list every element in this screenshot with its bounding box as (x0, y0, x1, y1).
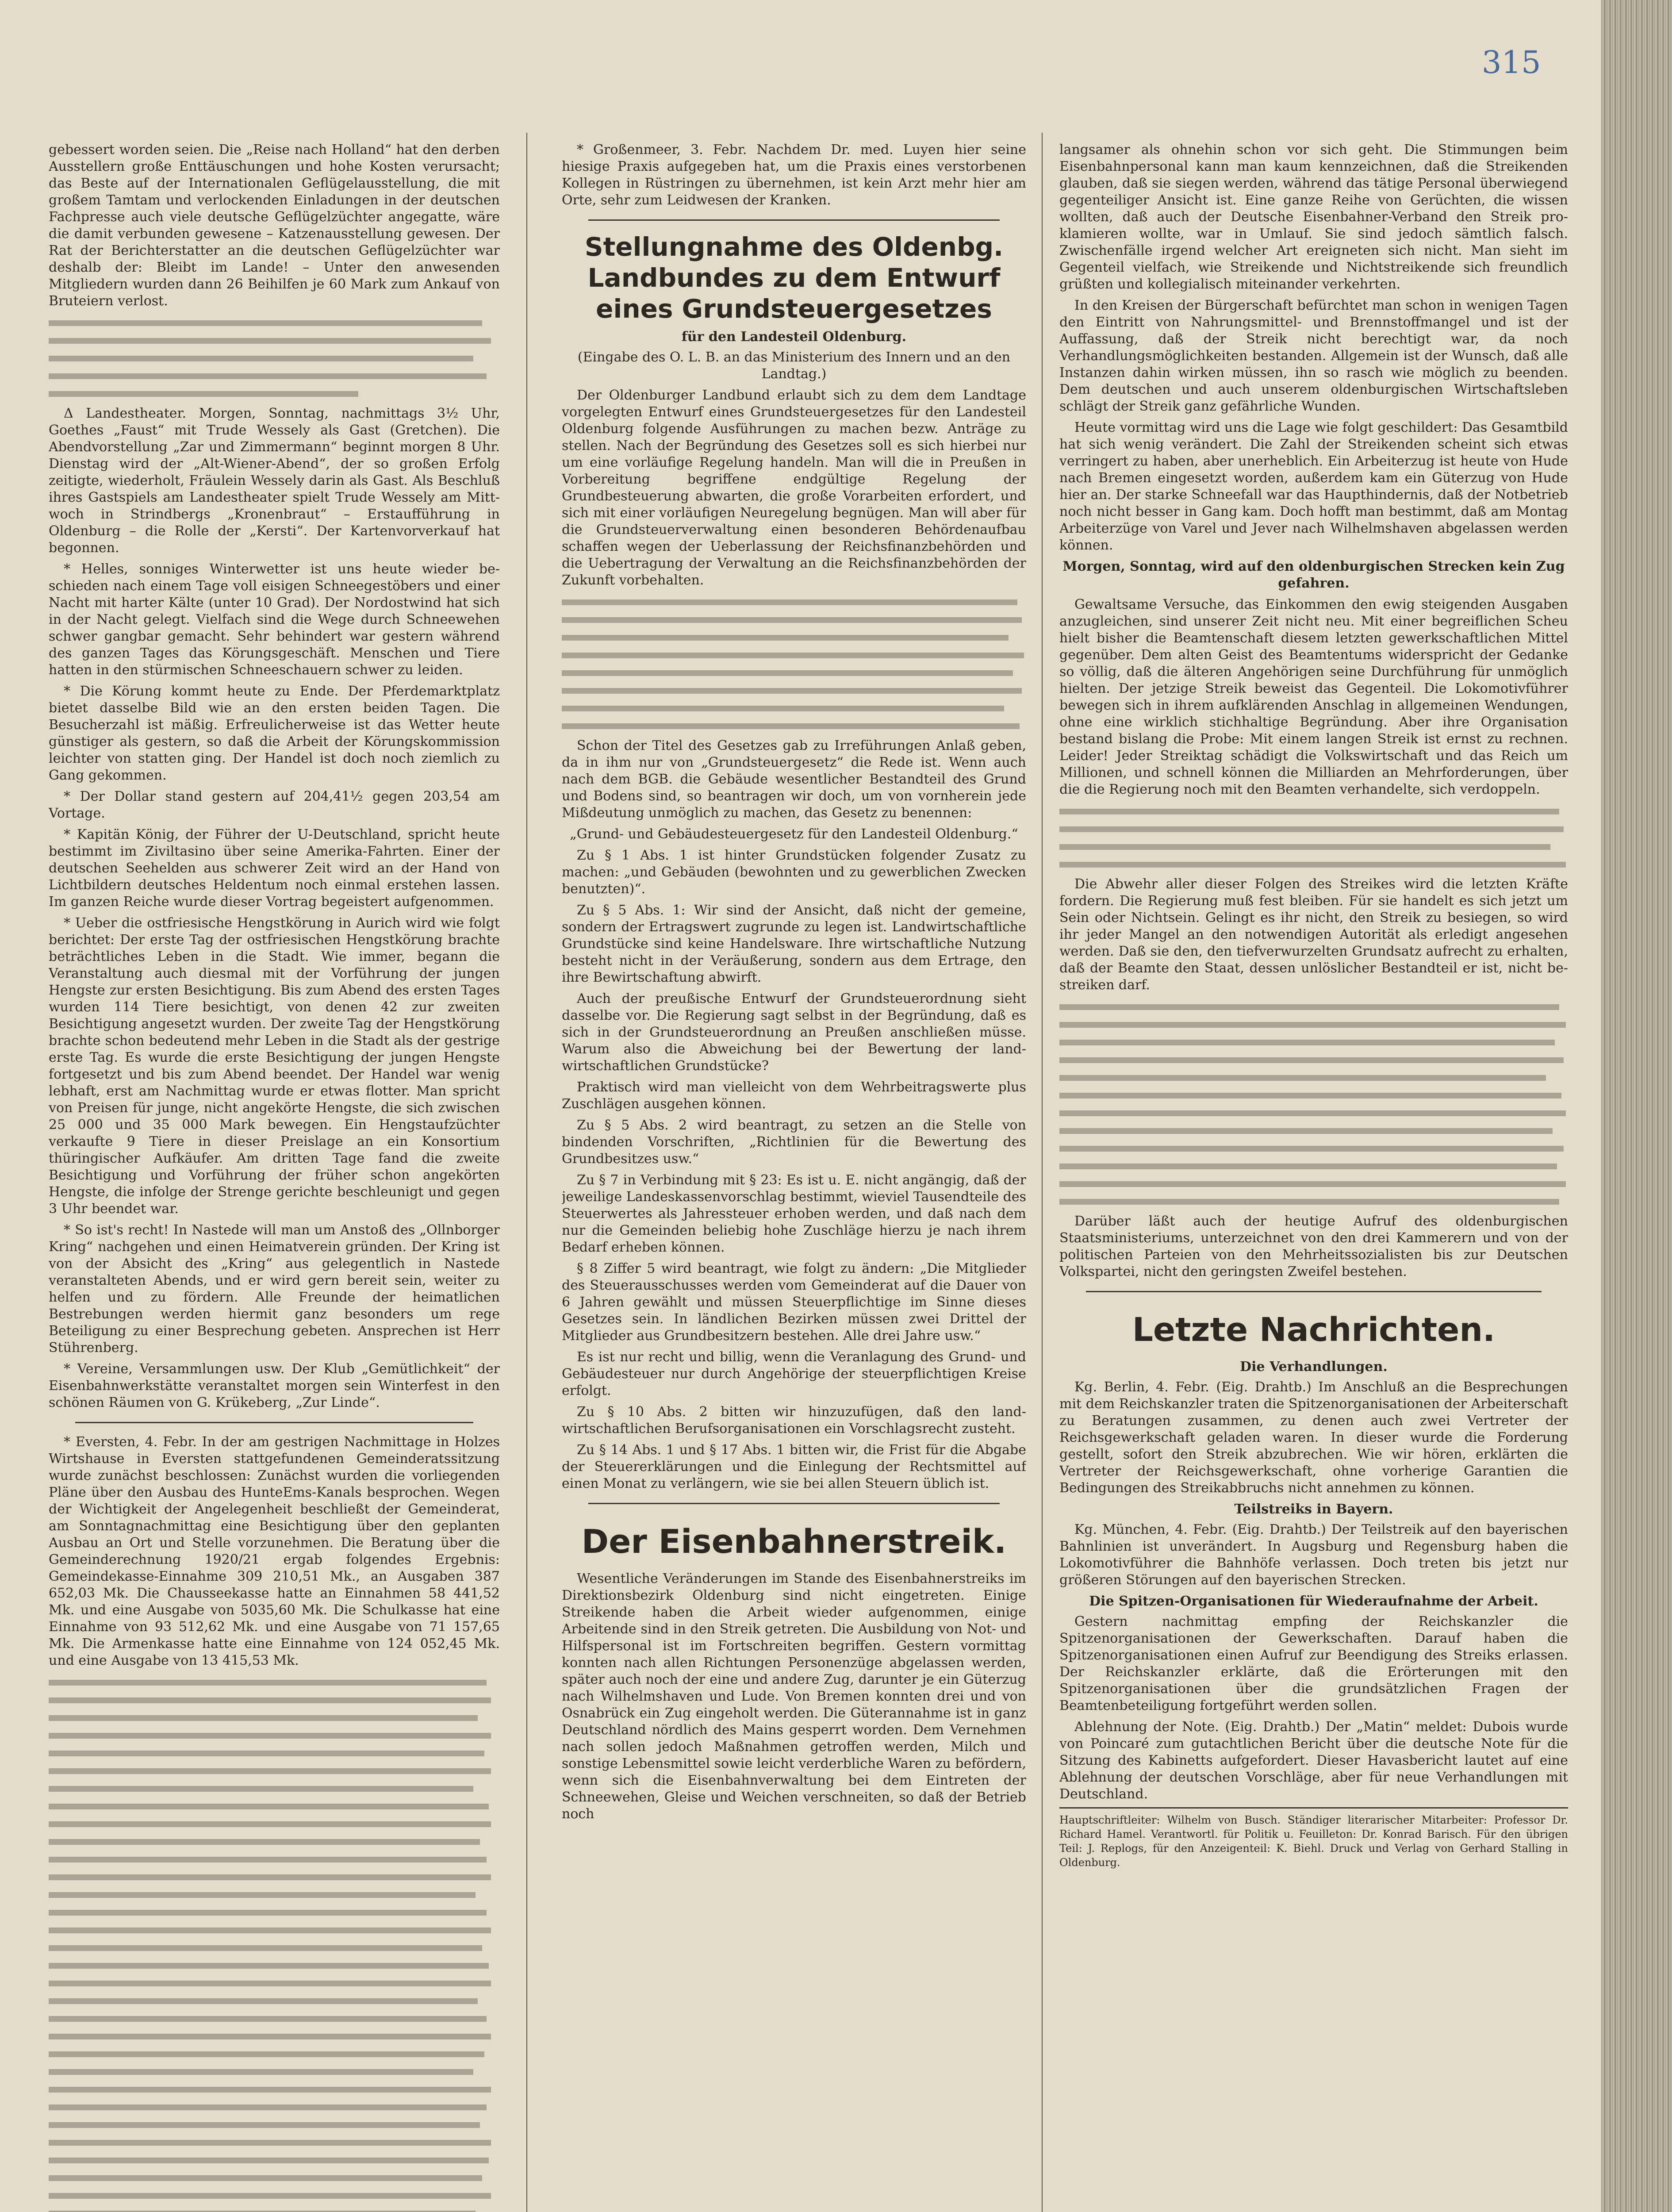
article-text: Der Oldenburger Landbund erlaubt sich zu dem dem Landtage vorgelegten Entwurf eines Grundsteuergesetzes für den Landesteil Oldenburg folgende Ausführungen zu machen bezw. Anträge zu stellen. Nach der Begründung des Gesetzes soll es sich hierbei nur um eine vorläufige Regelung handeln. Man will die in Preußen in Vorbereitung begriffene endgültige Regelung der Grundbesteuerung abwarten, die große Vorarbeiten erfordert, und sich mit einer vorläufigen Neuregelung begnügen. Man will aber für die Grundsteuerverwaltung einen besonderen Behördenaufbau schaffen wegen der Ueberlassung der Reichsfinanzbehörden und die Uebertragung der Verwaltung an die Reichsfinanzbehörden der Zukunft vorbehalten. (562, 388, 1026, 588)
article-text: Zu § 7 in Verbindung mit § 23: Es ist u. E. nicht angängig, daß der jeweilige Landeskassenvorschlag bestimmt, wieviel Tausendteile des Steuerwertes als Jahressteuer erhoben werden, und daß nach dem nur die Gemeinden beliebig hohe Zuschläge hierzu je nach ihrem Bedarf erheben können. (562, 1172, 1026, 1255)
article-winter: * Helles, sonniges Winterwetter ist uns heute wieder beschieden nach einem Tage voll eisigen Schneegestöbers und einer Nacht mit harter Kälte (unter 10 Grad). Der Nordostwind hat sich in der Nacht gelegt. Vielfach sind die Wege durch Schneewehen schwer gangbar gemacht. Sehr behindert war gestern während des ganzen Tages das Körungsgeschäft. Menschen und Tiere hatten in den stürmischen Schneeschauern schwer zu leiden. (49, 561, 500, 678)
section-title: Teilstreiks in Bayern. (1234, 1502, 1393, 1517)
article-text: Praktisch wird man vielleicht von dem Wehrbeitragswerte plus Zuschlägen ausgehen können. (562, 1079, 1026, 1112)
article-text: Zu § 10 Abs. 2 bitten wir hinzuzufügen, daß den landwirtschaftlichen Berufsorganisationen ein Vorschlagsrecht zusteht. (562, 1404, 1026, 1436)
article-text: Kg. München, 4. Febr. (Eig. Drahtb.) Der Teilstreik auf den bayerischen Bahnlinien ist unverändert. In Augsburg und Regensburg haben die Lokomotivführer die Bahnhöfe verlassen. Doch treten bis jetzt nur größeren Störungen auf den bayerischen Strecken. (1059, 1522, 1568, 1588)
article-text: Die Abwehr aller dieser Folgen des Streikes wird die letzten Kräfte fordern. Die Regierung muß fest bleiben. Für sie handelt es sich jetzt um Sein oder Nichtsein. Gelingt es ihr nicht, den Streik zu besiegen, so wird ihr jeder Mangel an den notwendigen Autorität als erledigt angesehen werden. Daß sie den, den tiefverwurzelten Grundsatz aufrecht zu erhalten, daß der Beamte den Staat, dessen unlöslicher Bestandteil er ist, nicht bestreiken darf. (1059, 876, 1568, 993)
article-koenig: * Kapitän König, der Führer der U-Deutschland, spricht heute bestimmt im Ziviltasino über seine Amerika-Fahrten. Einer der deutschen Seehelden aus schwerer Zeit wird an der Hand von Lichtbildern deutsches Heldentum noch einmal erstehen lassen. Im ganzen Reiche wurde dieser Vortrag begeistert aufgenommen. (49, 827, 500, 910)
column-rule (1042, 133, 1043, 2212)
article-text: Heute vormittag wird uns die Lage wie folgt geschildert: Das Gesamtbild hat sich wenig verändert. Die Zahl der Streikenden scheint sich etwas verringert zu haben, aber unerheblich. Ein Arbeiterzug ist heute von Hude nach Bremen eingesetzt worden, außerdem kam ein Güterzug von Hude hier an. Der starke Schneefall war das Haupthindernis, daß der Notbetrieb noch nicht besser in Gang kam. Doch hofft man bestimmt, daß am Montag Arbeiterzüge von Varel und Jever nach Wilhelmshaven abgelassen werden können. (1059, 420, 1568, 553)
article-text: Wesentliche Veränderungen im Stande des Eisenbahnerstreiks im Direktionsbezirk Oldenburg sind nicht eingetreten. Einige Streikende haben die Arbeit wieder aufgenommen, einige Arbeitende sind in den Streik getreten. Die Ausbildung von Not- und Hilfspersonal ist im Fortschreiten begriffen. Gestern vormittag konnten nach allen Richtungen Personenzüge abgelassen werden, später auch noch der eine und andere Zug, darunter je ein Güterzug nach Wilhelmshaven und Lude. Von Bremen konnten drei und von Osnabrück ein Zug eingeholt werden. Die Güterannahme ist in ganz Deutschland nördlich des Mains gesperrt worden. Dem Vernehmen nach sollen jedoch Maßnahmen getroffen werden, Milch und sonstige Lebensmittel sowie leicht verderbliche Waren zu befördern, wenn sich die Eisenbahnverwaltung bei dem Eintreten der Schneewehen, Gleise und Weichen verschneiten, so daß der Betrieb noch (562, 1571, 1026, 1822)
article-theater: Δ Landestheater. Morgen, Sonntag, nachmittags 3½ Uhr, Goethes „Faust“ mit Trude Wessely als Gast (Gretchen). Die Abendvorstellung „Zar und Zimmermann“ beginnt morgen 8 Uhr. Dienstag wird der „Alt-Wiener-Abend“, der so großen Erfolg zeitigte, wiederholt, Fräulein Wessely darin als Gast. Als Beschluß ihres Gastspiels am Landestheater spielt Trude Wessely am Mittwoch in Strindbergs „Kronenbraut“ – Erstaufführung in Oldenburg – die Rolle der „Kersti“. Der Kartenvorverkauf hat begonnen. (49, 406, 500, 556)
section-title: Die Spitzen-Organisationen für Wiederaufnahme der Arbeit. (1089, 1594, 1538, 1609)
book-binding (1601, 0, 1672, 2212)
article-text: Zu § 1 Abs. 1 ist hinter Grundstücken folgender Zusatz zu machen: „und Gebäuden (bewohnten und zu gewerblichen Zwecken benutzten)“. (562, 848, 1026, 897)
article-text: gebessert worden seien. Die „Reise nach Holland“ hat den derben Ausstellern große Enttäuschungen und hohe Kosten verursacht; das Beste auf der Internationalen Geflügelausstellung, die mit großem Tamtam und verlockenden Einladungen in der deutschen Fachpresse auch viele deutsche Geflügelzüchter angegatte, wäre die damit verbunden gewesene – Katzenausstellung gewesen. Der Rat der Berichterstatter an die deutschen Geflügelzüchter war deshalb der: Bleibt im Lande! – Unter den anwesenden Mitgliedern wurden dann 26 Beihilfen je 60 Mark zum Ankauf von Bruteiern verlost. (49, 142, 500, 309)
article-koerung: * Die Körung kommt heute zu Ende. Der Pferdemarktplatz bietet dasselbe Bild wie an den ersten beiden Tagen. Die Besucherzahl ist mäßig. Erfreulicherweise ist das Wetter heute günstiger als gestern, so daß die Arbeit der Körungskommission leichter von statten ging. Der Handel ist doch noch ziemlich zu Gang gekommen. (49, 684, 500, 783)
article-text: Gestern nachmittag empfing der Reichskanzler die Spitzenorganisationen der Gewerkschaften. Darauf haben die Spitzenorganisationen einen Aufruf zur Beendigung des Streiks erlassen. Der Reichskanzler erklärte, daß die Erörterungen mit den Spitzenorganisationen über die grundsätzlichen Fragen der Beamtenbeteiligung fortgeführt werden sollen. (1059, 1614, 1568, 1713)
section-title: Die Verhandlungen. (1240, 1359, 1388, 1375)
divider (588, 1503, 1000, 1504)
subheadline-note: (Eingabe des O. L. B. an das Ministerium des Innern und an den Landtag.) (577, 349, 1011, 382)
article-hengst: * Ueber die ostfriesische Hengstkörung in Aurich wird wie folgt berichtet: Der erste Tag der ostfriesischen Hengstkörung brachte beträchtliches Leben in die Stadt. Wie immer, begann die Veranstaltung auch diesmal mit der Vorführung der jungen Hengste zur ersten Besichtigung. Bis zum Abend des ersten Tages wurden 114 Tiere besichtigt, von denen 42 zur zweiten Besichtigung angesetzt wurden. Der zweite Tag der Hengstkörung brachte schon bedeutend mehr Leben in die Stadt als der gestrige erste Tag. Es wurde die erste Besichtigung der jungen Hengste fortgesetzt und bis zum Abend beendet. Der Handel war wenig lebhaft, erst am Nachmittag wurde er etwas flotter. Man spricht von Preisen für junge, nicht angekörte Hengste, die sich zwischen 25 000 und 35 000 Mark bewegen. Ein Hengstaufzüchter verkaufte 9 Tiere in dieser Preislage an ein Konsortium thüringischer Aufkäufer. Am dritten Tage fand die zweite Besichtigung und Vorführung der früher schon angekörten Hengste, die infolge der Strenge gerichte beschleunigt und gegen 3 Uhr beendet war. (49, 915, 500, 1217)
article-text: Kg. Berlin, 4. Febr. (Eig. Drahtb.) Im Anschluß an die Besprechungen mit dem Reichskanzler traten die Spitzenorganisationen der Arbeiterschaft zu Beratungen zusammen, zu denen auch zwei Vertreter der Reichsgewerkschaft geladen waren. In dieser wurde die Forderung gestellt, sofort den Streik abzubrechen. Wie wir hören, erklärten die Vertreter der Reichsgewerkschaft, ohne vorherige Garantien die Bedingungen des Streikabbruchs nicht annehmen zu können. (1059, 1379, 1568, 1496)
article-text: Schon der Titel des Gesetzes gab zu Irreführungen Anlaß geben, da in ihm nur von „Grundsteuergesetz“ die Rede ist. Wenn auch nach dem BGB. die Gebäude wesentlicher Bestandteil des Grund und Bodens sind, so beantragen wir doch, um von vornherein jede Mißdeutung unmöglich zu machen, das Gesetz zu benennen: (562, 738, 1026, 821)
column-2 (562, 142, 1026, 2212)
article-eversten: * Eversten, 4. Febr. In der am gestrigen Nachmittage in Holzes Wirtshause in Eversten stattgefundenen Gemeinderatssitzung wurde zunächst beschlossen: Zunächst wurden die vorliegenden Pläne über den Ausbau des HunteEms-Kanals besprochen. Wegen der Wichtigkeit der Angelegenheit beschließt der Gemeinderat, am Sonntagnachmittag eine Besichtigung über den geplanten Ausbau an Ort und Stelle vorzunehmen. Die Beratung über die Gemeinderechnung 1920/21 ergab folgendes Ergebnis: Gemeindekasse-Einnahme 309 210,51 Mk., an Ausgaben 387 652,03 Mk. Die Chausseekasse hatte an Einnahmen 58 441,52 Mk. und eine Ausgabe von 5035,60 Mk. Die Schulkasse hat eine Einnahme von 93 512,62 Mk. und eine Ausgabe von 71 157,65 Mk. Die Armenkasse hatte eine Einnahme von 124 052,45 Mk. und eine Ausgabe von 13 415,53 Mk. (49, 1434, 500, 1668)
column-rule (526, 133, 527, 2212)
imprint: Hauptschriftleiter: Wilhelm von Busch. Ständiger literarischer Mitarbeiter: Professor Dr. Richard Hamel. Verantwortl. für Politik u. Feuilleton: Dr. Konrad Barisch. Für den übrigen Teil: J. Replogs, für den Anzeigenteil: K. Biehl. Druck und Verlag von Gerhard Stalling in Oldenburg. (1059, 1807, 1568, 1870)
article-text: In den Kreisen der Bürgerschaft befürchtet man schon in wenigen Tagen den Eintritt von Nahrungsmittel- und Brennstoffmangel und ist der Auffassung, daß der Streik nicht berechtigt war, da noch Verhandlungsmöglichkeiten bestanden. Allgemein ist der Wunsch, daß alle Instanzen dahin wirken müssen, ihn so rasch wie möglich zu beenden. Dem deutschen und auch unserem oldenburgischen Wirtschaftsleben schlägt der Streik ganz gefährliche Wunden. (1059, 298, 1568, 414)
article-heimatverein: * So ist's recht! In Nastede will man um Anstoß des „Ollnborger Kring“ nachgehen und einen Heimatverein gründen. Der Kring ist von der Absicht des „Kring“ aus gelegentlich in Nastede veranstalteten Abends, und er wird gern bereit sein, weiter zu helfen und zu fördern. Alle Freunde der heimatlichen Bestrebungen werden hiermit ganz besonders um rege Beteiligung zu einer Besprechung gebeten. Ansprechen ist Herr Stührenberg. (49, 1222, 500, 1356)
column-1 (49, 142, 500, 2212)
article-text: Gewaltsame Versuche, das Einkommen den ewig steigenden Ausgaben anzugleichen, sind unserer Zeit nicht neu. Mit einer begreiflichen Scheu hielt bisher die Beamtenschaft diesem letzten gewerkschaftlichen Mittel gegenüber. Dem alten Geist des Beamtentums widerspricht der Gedanke so völlig, daß die älteren Angehörigen seine Durchführung für unmöglich hielten. Der jetzige Streik beweist das Gegenteil. Die Lokomotivführer bewegen sich in ihrem aufklärenden Anschlag in allgemeinen Wendungen, ohne eine wirklich stichhaltige Begründung. Aber ihre Organisation bestand bislang die Probe: Mit einem langen Streik ist ernst zu rechnen. Leider! Jeder Streiktag schädigt die Volkswirtschaft und das Reich um Millionen, und schnell können die Milliarden an Mehrforderungen, über die die Regierung noch mit den Beamten verhandelte, sich verdoppeln. (1059, 597, 1568, 797)
headline-eisenbahnerstreik: Der Eisenbahnerstreik. (581, 1523, 1007, 1561)
divider (588, 219, 1000, 221)
article-text: Ablehnung der Note. (Eig. Drahtb.) Der „Matin“ meldet: Dubois wurde von Poincaré zum gutachtlichen Bericht über die deutsche Note für die Sitzung des Kabinetts aufgefordert. Dieser Havasbericht lautet auf eine Ablehnung der deutschen Vorschläge, aber für neue Verhandlungen mit Deutschland. (1059, 1719, 1568, 1802)
article-text: Zu § 5 Abs. 1: Wir sind der Ansicht, daß nicht der gemeine, sondern der Ertragswert zugrunde zu legen ist. Landwirtschaftliche Grundstücke sind keine Handelsware. Ihre wirtschaftliche Nutzung besteht nicht in der Veräußerung, sondern aus dem Ertrage, den ihre Bewirtschaftung abwirft. (562, 902, 1026, 985)
divider (75, 1422, 473, 1423)
article-text: Es ist nur recht und billig, wenn die Veranlagung des Grund- und Gebäudesteuer nur durch Angehörige der steuerpflichtigen Kreise erfolgt. (562, 1349, 1026, 1398)
divider (1086, 1291, 1542, 1292)
page-number: 315 (1482, 44, 1541, 81)
proposed-title: „Grund- und Gebäudesteuergesetz für den Landesteil Oldenburg.“ (570, 826, 1018, 842)
illegible-text (1059, 803, 1568, 872)
illegible-text (49, 1674, 500, 2212)
article-dollar: * Der Dollar stand gestern auf 204,41½ gegen 203,54 am Vortage. (49, 789, 500, 821)
headline-latest-news: Letzte Nachrichten. (1132, 1311, 1496, 1349)
illegible-text (49, 314, 500, 402)
article-text: Auch der preußische Entwurf der Grundsteuerordnung sieht dasselbe vor. Die Regierung sagt selbst in der Begründung, daß es sich in der Grundsteuerordnung an Preußen anschließen müsse. Warum also die Abweichung bei der Bewertung der landwirtschaftlichen Grundstücke? (562, 991, 1026, 1074)
notice-sunday: Morgen, Sonntag, wird auf den oldenburgischen Strecken kein Zug gefahren. (1062, 559, 1565, 591)
article-text: § 8 Ziffer 5 wird beantragt, wie folgt zu ändern: „Die Mitglieder des Steuerausschusses werden vom Gemeinderat auf die Dauer von 6 Jahren gewählt und müssen Steuerpflichtige im Sinne dieses Gesetzes sein. In ländlichen Bezirken müssen zwei Drittel der Mitglieder aus Grundbesitzern bestehen. Alle drei Jahre usw.“ (562, 1261, 1026, 1344)
article-text: Zu § 14 Abs. 1 und § 17 Abs. 1 bitten wir, die Frist für die Abgabe der Steuererklärungen und die Einlegung der Rechtsmittel auf einen Monat zu verlängern, wie sie bei allen Steuern üblich ist. (562, 1442, 1026, 1491)
illegible-text (1059, 998, 1568, 1210)
column-3 (1059, 142, 1568, 2212)
headline-landbund: Stellungnahme des Oldenbg. Landbundes zu dem Entwurf eines Grundsteuergesetzes (584, 232, 1004, 324)
article-grossenmeer: * Großenmeer, 3. Febr. Nachdem Dr. med. Luyen hier seine hiesige Praxis aufgegeben hat, um die Praxis eines verstorbenen Kollegen in Rüstringen zu übernehmen, ist kein Arzt mehr hier am Orte, sehr zum Leidwesen der Kranken. (562, 142, 1026, 208)
article-text: Zu § 5 Abs. 2 wird beantragt, zu setzen an die Stelle von bindenden Vorschriften, „Richtlinien für die Bewertung des Grundbesitzes usw.“ (562, 1118, 1026, 1167)
subheadline: für den Landesteil Oldenburg. (681, 329, 907, 345)
article-vereine: * Vereine, Versammlungen usw. Der Klub „Gemütlichkeit“ der Eisenbahnwerkstätte veranstaltet morgen sein Winterfest in den schönen Räumen von G. Krükeberg, „Zur Linde“. (49, 1361, 500, 1410)
article-text: Darüber läßt auch der heutige Aufruf des oldenburgischen Staatsministeriums, unterzeichnet von den drei Kammerern und von der politischen Parteien von den Mehrheitssozialisten bis zur Deutschen Volkspartei, nicht den geringsten Zweifel bestehen. (1059, 1214, 1568, 1279)
illegible-text (562, 593, 1026, 734)
article-text: langsamer als ohnehin schon vor sich geht. Die Stimmungen beim Eisenbahnpersonal kann man kaum kennzeichnen, daß die Streikenden glauben, daß sie siegen werden, während das tätige Personal überwiegend gegenteiliger Ansicht ist. Eine ganze Reihe von Gerüchten, die wissen wollten, daß auch der Deutsche Eisenbahner-Verband den Streik proklamieren wollte, war in Umlauf. Sie sind jedoch sämtlich falsch. Zwischenfälle irgend welcher Art ereigneten sich nicht. Man sieht im Gegenteil vielfach, wie Streikende und Nichtstreikende sich freundlich grüßten und kollegialisch miteinander verkehrten. (1059, 142, 1568, 292)
